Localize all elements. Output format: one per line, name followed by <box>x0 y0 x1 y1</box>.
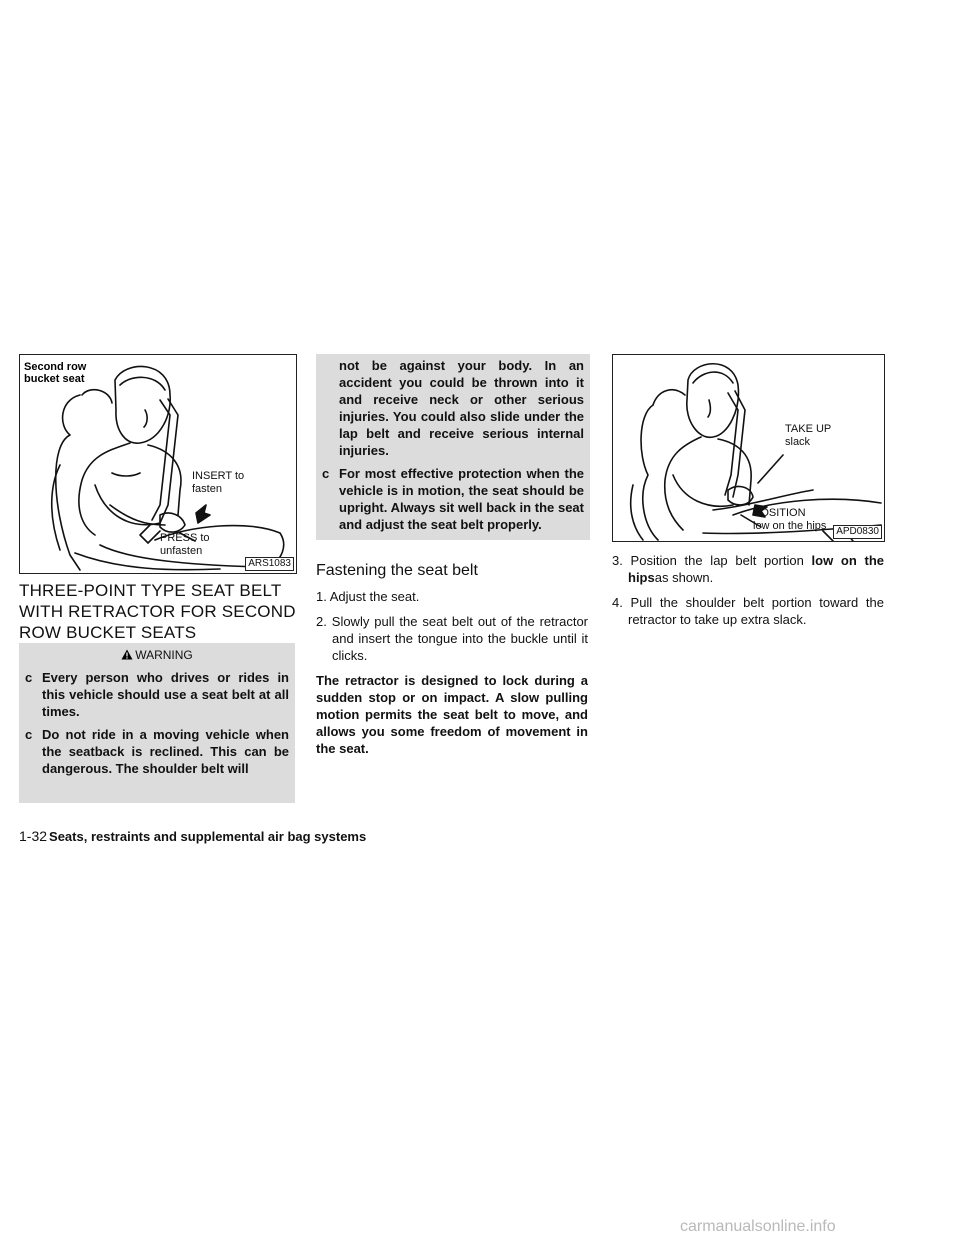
callout-take-up: slack <box>785 436 811 448</box>
warning-continuation: not be against your body. In an accident you could be thrown into it and receive neck or other serious injuries. You could also slide under the lap belt and receive serious internal injuries. <box>339 358 584 458</box>
warning-icon <box>121 649 133 660</box>
warning-box <box>19 643 295 803</box>
fastening-steps <box>316 588 588 757</box>
bullet-text: Every person who drives or rides in this vehicle should use a seat belt at all times. <box>42 670 289 719</box>
section-title-line: THREE-POINT TYPE SEAT BELT <box>19 581 282 600</box>
warning-bullet <box>25 669 289 720</box>
figure-label-line: bucket seat <box>24 373 85 385</box>
callout-take-up: TAKE UP <box>785 423 832 435</box>
bullet-text: Do not ride in a moving vehicle when the seatback is reclined. This can be dangerous. The shoulder belt will <box>42 727 289 776</box>
warning-bullet <box>25 726 289 777</box>
warning-title: WARNING <box>135 648 193 662</box>
figure-lap-belt-position <box>612 354 885 542</box>
subsection-title: Fastening the seat belt <box>316 562 478 579</box>
step-3: 3. Position the lap belt portion low on the hipsas shown. <box>612 553 884 585</box>
footer-chapter-title: Seats, restraints and supplemental air bag systems <box>49 829 367 844</box>
bullet-mark: c <box>25 670 33 685</box>
callout-insert: INSERT to <box>192 470 245 482</box>
figure-code: ARS1083 <box>245 557 294 571</box>
page-footer <box>19 828 366 845</box>
warning-bullet <box>322 465 584 533</box>
callout-position: low on the hips <box>753 520 827 532</box>
illustration-buckle <box>20 355 296 573</box>
fastening-steps-continued <box>612 552 884 636</box>
section-title-line: WITH RETRACTOR FOR SECOND <box>19 602 296 621</box>
section-title <box>19 580 299 643</box>
retractor-note: The retractor is designed to lock during a sudden stop or on impact. A slow pulling motion permits the seat belt to move, and allows you some freedom of movement in the seat. <box>316 673 588 756</box>
step-2: 2. Slowly pull the seat belt out of the retractor and insert the tongue into the buckle until it clicks. <box>316 614 588 663</box>
bullet-mark: c <box>25 727 33 742</box>
warning-box-continued <box>316 354 590 540</box>
callout-press: unfasten <box>160 545 203 557</box>
figure-code: APD0830 <box>833 525 882 539</box>
bullet-text: For most effective protection when the vehicle is in motion, the seat should be upright. Always sit well back in the seat and adjust the seat belt properly. <box>339 466 584 532</box>
step-4: 4. Pull the shoulder belt portion toward the retractor to take up extra slack. <box>612 595 884 627</box>
figure-seat-belt-buckle <box>19 354 297 574</box>
page-number: 1-32 <box>19 828 48 844</box>
figure-label-line: Second row <box>24 361 87 373</box>
watermark: carmanualsonline.info <box>680 1218 836 1235</box>
step-1: 1. Adjust the seat. <box>316 589 420 604</box>
callout-insert: fasten <box>192 483 222 495</box>
bullet-mark: c <box>322 466 330 481</box>
section-title-line: ROW BUCKET SEATS <box>19 623 197 642</box>
callout-position: POSITION <box>753 507 806 519</box>
callout-press: PRESS to <box>160 532 210 544</box>
illustration-lap-belt <box>613 355 884 541</box>
